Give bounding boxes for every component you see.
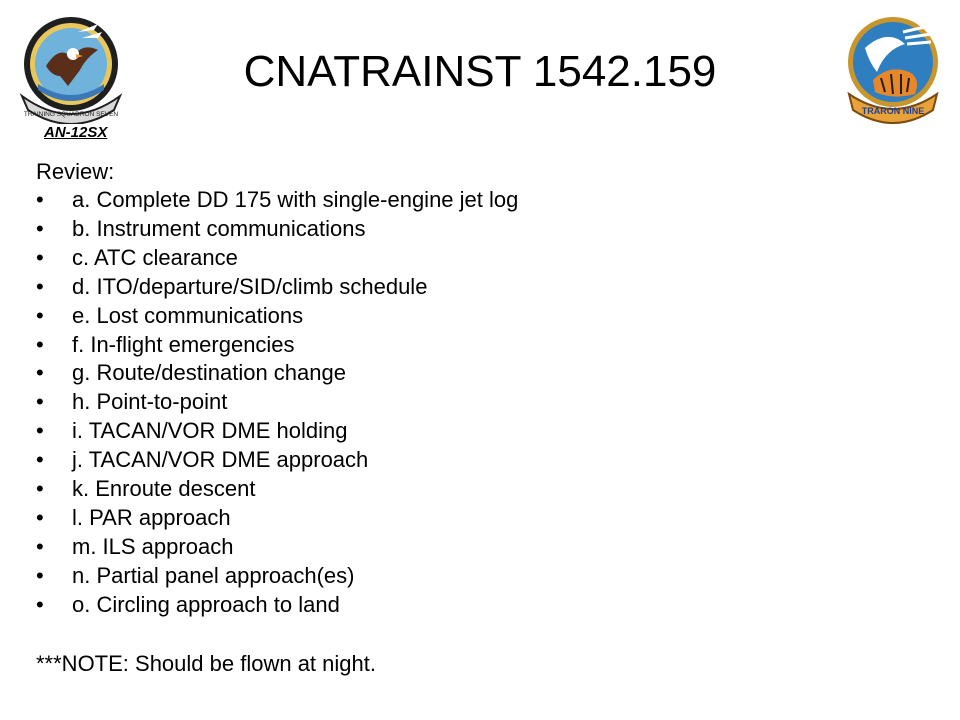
list-item-text: i. TACAN/VOR DME holding xyxy=(72,418,348,444)
bullet: • xyxy=(36,187,44,212)
bullet: • xyxy=(36,360,44,386)
list-item-text: d. ITO/departure/SID/climb schedule xyxy=(72,273,428,299)
list-item-text: h. Point-to-point xyxy=(72,389,228,415)
list-item xyxy=(36,591,876,620)
list-item xyxy=(36,388,876,417)
list-item-text: l. PAR approach xyxy=(72,504,231,530)
review-list xyxy=(36,186,876,620)
left-patch-text: TRAINING SQUADRON SEVEN xyxy=(23,111,119,118)
list-item xyxy=(36,475,876,504)
list-item-text: e. Lost communications xyxy=(72,302,304,328)
list-item xyxy=(36,417,876,446)
night-note: ***NOTE: Should be flown at night. xyxy=(36,650,376,676)
list-item xyxy=(36,215,876,244)
list-item-text: o. Circling approach to land xyxy=(72,591,340,617)
list-item-text: f. In-flight emergencies xyxy=(72,331,295,357)
bullet: • xyxy=(36,476,44,502)
list-item-text: k. Enroute descent xyxy=(72,476,256,502)
list-item-text: g. Route/destination change xyxy=(72,360,346,386)
list-item xyxy=(36,562,876,591)
bullet: • xyxy=(36,273,44,299)
bullet: • xyxy=(36,244,44,270)
review-heading: Review: xyxy=(36,159,115,184)
list-item-text: b. Instrument communications xyxy=(72,215,366,241)
bullet: • xyxy=(36,389,44,415)
bullet: • xyxy=(36,331,44,357)
list-item xyxy=(36,359,876,388)
list-item-text: n. Partial panel approach(es) xyxy=(72,562,355,588)
list-item xyxy=(36,244,876,273)
bullet: • xyxy=(36,418,44,444)
slide-content xyxy=(36,157,876,678)
bullet: • xyxy=(36,447,44,473)
list-item xyxy=(36,273,876,302)
page-title: CNATRAINST 1542.159 xyxy=(243,47,717,96)
bullet: • xyxy=(36,533,44,559)
course-code: AN-12SX xyxy=(44,124,108,141)
list-item xyxy=(36,533,876,562)
list-item xyxy=(36,504,876,533)
bullet: • xyxy=(36,302,44,328)
list-item-text: a. Complete DD 175 with single-engine jet log xyxy=(72,187,519,212)
list-item xyxy=(36,302,876,331)
right-patch-text: TRARON NINE xyxy=(861,106,925,116)
list-item-text: m. ILS approach xyxy=(72,533,234,559)
list-item-text: c. ATC clearance xyxy=(72,244,238,270)
list-item-text: j. TACAN/VOR DME approach xyxy=(72,447,369,473)
bullet: • xyxy=(36,215,44,241)
tiger-squadron-patch-icon xyxy=(843,14,943,124)
list-item xyxy=(36,331,876,360)
bullet: • xyxy=(36,591,44,617)
bullet: • xyxy=(36,562,44,588)
list-item xyxy=(36,186,876,215)
bullet: • xyxy=(36,504,44,530)
list-item xyxy=(36,446,876,475)
